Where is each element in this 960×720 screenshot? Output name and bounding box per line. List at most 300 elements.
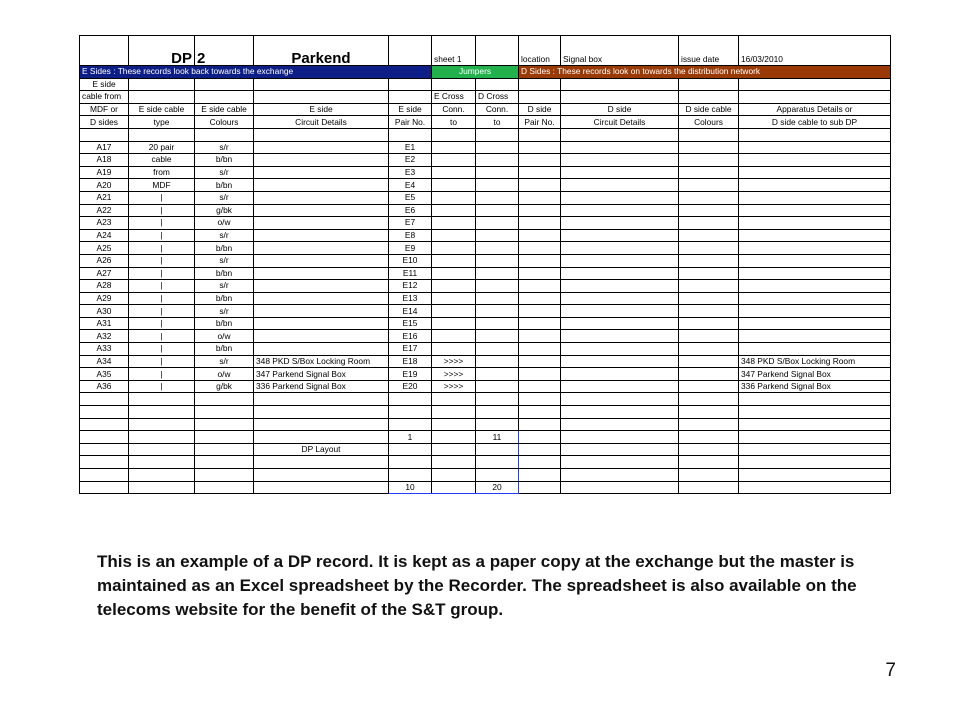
circuit-cell: 348 PKD S/Box Locking Room bbox=[254, 355, 389, 368]
circuit-cell: 336 Parkend Signal Box bbox=[254, 380, 389, 393]
cable-type-cell: cable bbox=[129, 154, 195, 167]
table-row bbox=[80, 330, 891, 343]
cell bbox=[254, 481, 389, 494]
pair-cell: E13 bbox=[389, 292, 432, 305]
d-circuit-cell bbox=[739, 166, 891, 179]
title-row bbox=[80, 36, 891, 66]
cell bbox=[679, 368, 739, 381]
cell bbox=[561, 191, 679, 204]
mdf-cell: A36 bbox=[80, 380, 129, 393]
d-circuit-cell bbox=[739, 343, 891, 356]
header-cell: D Cross bbox=[476, 91, 519, 104]
e-side-band: E Sides : These records look back towards the exchange bbox=[80, 66, 432, 79]
cell bbox=[739, 481, 891, 494]
cell bbox=[389, 406, 432, 419]
mdf-cell: A24 bbox=[80, 229, 129, 242]
cell bbox=[476, 317, 519, 330]
table-row bbox=[80, 443, 891, 456]
cell bbox=[195, 481, 254, 494]
cell bbox=[476, 456, 519, 469]
mdf-cell: A18 bbox=[80, 154, 129, 167]
e-conn-cell bbox=[432, 204, 476, 217]
e-conn-cell bbox=[432, 217, 476, 230]
place-name: Parkend bbox=[254, 36, 389, 66]
cable-type-cell: | bbox=[129, 204, 195, 217]
cell bbox=[561, 317, 679, 330]
cell bbox=[476, 166, 519, 179]
table-row bbox=[80, 368, 891, 381]
e-conn-cell bbox=[432, 166, 476, 179]
cell bbox=[195, 418, 254, 431]
pair-cell: E3 bbox=[389, 166, 432, 179]
dp-number: 2 bbox=[195, 36, 254, 66]
table-row bbox=[80, 217, 891, 230]
table-row bbox=[80, 355, 891, 368]
cable-type-cell: | bbox=[129, 229, 195, 242]
colour-cell: s/r bbox=[195, 166, 254, 179]
cable-type-cell: | bbox=[129, 280, 195, 293]
cell bbox=[476, 393, 519, 406]
table-row bbox=[80, 456, 891, 469]
cell bbox=[561, 154, 679, 167]
cell bbox=[679, 141, 739, 154]
header-cell: E side cable bbox=[195, 103, 254, 116]
e-conn-cell bbox=[432, 179, 476, 192]
e-conn-cell bbox=[432, 343, 476, 356]
table-row bbox=[80, 317, 891, 330]
e-conn-cell bbox=[432, 154, 476, 167]
cell bbox=[80, 469, 129, 482]
colour-cell: s/r bbox=[195, 191, 254, 204]
cell bbox=[80, 36, 129, 66]
circuit-cell bbox=[254, 191, 389, 204]
cell bbox=[561, 217, 679, 230]
cell bbox=[476, 292, 519, 305]
cell bbox=[519, 154, 561, 167]
header-cell: Pair No. bbox=[389, 116, 432, 129]
cell bbox=[129, 406, 195, 419]
cell bbox=[476, 368, 519, 381]
cell bbox=[80, 443, 129, 456]
cell bbox=[80, 431, 129, 444]
cell bbox=[254, 469, 389, 482]
cell bbox=[80, 393, 129, 406]
cell bbox=[561, 355, 679, 368]
mdf-cell: A25 bbox=[80, 242, 129, 255]
circuit-cell bbox=[254, 330, 389, 343]
cell bbox=[519, 229, 561, 242]
colour-cell: o/w bbox=[195, 368, 254, 381]
cell bbox=[476, 330, 519, 343]
cell bbox=[476, 267, 519, 280]
band-row bbox=[80, 66, 891, 79]
circuit-cell bbox=[254, 305, 389, 318]
header-cell: D side cable bbox=[679, 103, 739, 116]
mdf-cell: A17 bbox=[80, 141, 129, 154]
mdf-cell: A29 bbox=[80, 292, 129, 305]
cell bbox=[739, 431, 891, 444]
e-conn-cell: >>>> bbox=[432, 380, 476, 393]
d-circuit-cell: 348 PKD S/Box Locking Room bbox=[739, 355, 891, 368]
d-circuit-cell: 347 Parkend Signal Box bbox=[739, 368, 891, 381]
circuit-cell bbox=[254, 343, 389, 356]
cell bbox=[519, 191, 561, 204]
mdf-cell: A33 bbox=[80, 343, 129, 356]
e-conn-cell bbox=[432, 254, 476, 267]
cell bbox=[432, 443, 476, 456]
cell bbox=[561, 406, 679, 419]
cell bbox=[254, 406, 389, 419]
cell bbox=[476, 469, 519, 482]
cell bbox=[389, 469, 432, 482]
cell bbox=[679, 166, 739, 179]
cell bbox=[739, 393, 891, 406]
d-circuit-cell bbox=[739, 267, 891, 280]
table-row bbox=[80, 469, 891, 482]
pair-cell: E10 bbox=[389, 254, 432, 267]
cell bbox=[432, 456, 476, 469]
cell bbox=[432, 481, 476, 494]
dp-layout-title: DP Layout bbox=[254, 443, 389, 456]
cell bbox=[739, 469, 891, 482]
cell bbox=[519, 242, 561, 255]
d-side-band: D Sides : These records look on towards the distribution network bbox=[519, 66, 891, 79]
colour-cell: s/r bbox=[195, 280, 254, 293]
cell bbox=[476, 191, 519, 204]
cell bbox=[679, 343, 739, 356]
cell bbox=[561, 431, 679, 444]
table-row bbox=[80, 393, 891, 406]
cell bbox=[679, 330, 739, 343]
pair-cell: E4 bbox=[389, 179, 432, 192]
cell bbox=[432, 469, 476, 482]
d-circuit-cell bbox=[739, 141, 891, 154]
cell bbox=[389, 418, 432, 431]
cell bbox=[679, 305, 739, 318]
cell bbox=[679, 254, 739, 267]
cell bbox=[519, 368, 561, 381]
cell bbox=[432, 393, 476, 406]
d-circuit-cell bbox=[739, 191, 891, 204]
cell bbox=[561, 141, 679, 154]
mdf-cell: A23 bbox=[80, 217, 129, 230]
cell bbox=[476, 254, 519, 267]
cell bbox=[195, 431, 254, 444]
cell bbox=[561, 254, 679, 267]
e-conn-cell bbox=[432, 267, 476, 280]
cell bbox=[561, 380, 679, 393]
cable-type-cell: from bbox=[129, 166, 195, 179]
page-number: 7 bbox=[885, 660, 896, 681]
cell bbox=[679, 380, 739, 393]
colour-cell: s/r bbox=[195, 355, 254, 368]
cell bbox=[519, 141, 561, 154]
cell bbox=[561, 469, 679, 482]
cell bbox=[561, 267, 679, 280]
cell bbox=[739, 456, 891, 469]
cell bbox=[679, 267, 739, 280]
cell bbox=[561, 368, 679, 381]
cable-type-cell: | bbox=[129, 242, 195, 255]
pair-cell: E20 bbox=[389, 380, 432, 393]
table-row bbox=[80, 292, 891, 305]
cell bbox=[80, 456, 129, 469]
cell bbox=[739, 418, 891, 431]
layout-bottom-right: 20 bbox=[476, 481, 519, 494]
header-cell: Apparatus Details or bbox=[739, 103, 891, 116]
cell bbox=[519, 280, 561, 293]
cell bbox=[519, 204, 561, 217]
e-conn-cell bbox=[432, 305, 476, 318]
e-conn-cell bbox=[432, 242, 476, 255]
circuit-cell bbox=[254, 317, 389, 330]
table-row bbox=[80, 254, 891, 267]
cell bbox=[561, 292, 679, 305]
cable-type-cell: | bbox=[129, 191, 195, 204]
cell bbox=[679, 179, 739, 192]
table-row bbox=[80, 431, 891, 444]
header-cell: D sides bbox=[80, 116, 129, 129]
cell bbox=[519, 343, 561, 356]
cable-type-cell: | bbox=[129, 292, 195, 305]
cell bbox=[519, 469, 561, 482]
layout-bottom-left: 10 bbox=[389, 481, 432, 494]
cell bbox=[561, 343, 679, 356]
cell bbox=[519, 355, 561, 368]
mdf-cell: A20 bbox=[80, 179, 129, 192]
cell bbox=[561, 204, 679, 217]
cell bbox=[519, 317, 561, 330]
d-circuit-cell bbox=[739, 280, 891, 293]
cable-type-cell: | bbox=[129, 267, 195, 280]
dp-record-spreadsheet bbox=[79, 35, 891, 494]
colour-cell: b/bn bbox=[195, 317, 254, 330]
header-cell: Conn. bbox=[432, 103, 476, 116]
e-conn-cell bbox=[432, 229, 476, 242]
pair-cell: E9 bbox=[389, 242, 432, 255]
issue-date-value: 16/03/2010 bbox=[739, 36, 891, 66]
cell bbox=[679, 242, 739, 255]
cable-type-cell: | bbox=[129, 343, 195, 356]
cell bbox=[519, 456, 561, 469]
table-row bbox=[80, 267, 891, 280]
cell bbox=[129, 393, 195, 406]
cell bbox=[195, 393, 254, 406]
cell bbox=[561, 280, 679, 293]
cable-type-cell: | bbox=[129, 305, 195, 318]
header-cell: E side bbox=[254, 103, 389, 116]
colour-cell: g/bk bbox=[195, 204, 254, 217]
cell bbox=[389, 456, 432, 469]
header-cell: Colours bbox=[679, 116, 739, 129]
cell bbox=[254, 418, 389, 431]
cell bbox=[679, 355, 739, 368]
table-row bbox=[80, 141, 891, 154]
cell bbox=[561, 242, 679, 255]
colour-cell: o/w bbox=[195, 330, 254, 343]
table-row bbox=[80, 380, 891, 393]
cell bbox=[561, 229, 679, 242]
colour-cell: b/bn bbox=[195, 154, 254, 167]
pair-cell: E16 bbox=[389, 330, 432, 343]
cell bbox=[561, 393, 679, 406]
cell bbox=[679, 229, 739, 242]
colour-cell: s/r bbox=[195, 305, 254, 318]
e-conn-cell bbox=[432, 330, 476, 343]
dp-label: DP bbox=[129, 36, 195, 66]
circuit-cell bbox=[254, 204, 389, 217]
cell bbox=[476, 355, 519, 368]
cell bbox=[476, 204, 519, 217]
mdf-cell: A35 bbox=[80, 368, 129, 381]
cell bbox=[739, 406, 891, 419]
circuit-cell bbox=[254, 141, 389, 154]
mdf-cell: A31 bbox=[80, 317, 129, 330]
cell bbox=[432, 431, 476, 444]
cell bbox=[254, 456, 389, 469]
cell bbox=[80, 418, 129, 431]
header-cell: MDF or bbox=[80, 103, 129, 116]
cell bbox=[476, 179, 519, 192]
cell bbox=[519, 431, 561, 444]
cell bbox=[679, 469, 739, 482]
pair-cell: E2 bbox=[389, 154, 432, 167]
cell bbox=[476, 242, 519, 255]
cell bbox=[519, 330, 561, 343]
table-row bbox=[80, 343, 891, 356]
cell bbox=[519, 418, 561, 431]
cell bbox=[476, 418, 519, 431]
layout-top-left: 1 bbox=[389, 431, 432, 444]
circuit-cell bbox=[254, 229, 389, 242]
cell bbox=[129, 418, 195, 431]
location-value: Signal box bbox=[561, 36, 679, 66]
cell bbox=[679, 280, 739, 293]
header-row-3 bbox=[80, 103, 891, 116]
d-circuit-cell: 336 Parkend Signal Box bbox=[739, 380, 891, 393]
cell bbox=[679, 292, 739, 305]
e-conn-cell bbox=[432, 292, 476, 305]
e-conn-cell: >>>> bbox=[432, 355, 476, 368]
cell bbox=[476, 141, 519, 154]
table-row bbox=[80, 179, 891, 192]
mdf-cell: A28 bbox=[80, 280, 129, 293]
d-circuit-cell bbox=[739, 242, 891, 255]
cell bbox=[679, 418, 739, 431]
pair-cell: E6 bbox=[389, 204, 432, 217]
d-circuit-cell bbox=[739, 179, 891, 192]
cell bbox=[80, 481, 129, 494]
cell bbox=[129, 481, 195, 494]
e-conn-cell bbox=[432, 317, 476, 330]
circuit-cell bbox=[254, 217, 389, 230]
cell bbox=[432, 406, 476, 419]
cell bbox=[561, 443, 679, 456]
circuit-cell: 347 Parkend Signal Box bbox=[254, 368, 389, 381]
pair-cell: E5 bbox=[389, 191, 432, 204]
cell bbox=[389, 393, 432, 406]
pair-cell: E1 bbox=[389, 141, 432, 154]
header-cell: type bbox=[129, 116, 195, 129]
cell bbox=[679, 217, 739, 230]
cell bbox=[519, 305, 561, 318]
header-cell: E side cable bbox=[129, 103, 195, 116]
circuit-cell bbox=[254, 267, 389, 280]
table-row bbox=[80, 481, 891, 494]
header-cell: D side cable to sub DP bbox=[739, 116, 891, 129]
colour-cell: b/bn bbox=[195, 242, 254, 255]
colour-cell: o/w bbox=[195, 217, 254, 230]
table-row bbox=[80, 191, 891, 204]
sheet-label: sheet 1 bbox=[432, 36, 476, 66]
cell bbox=[679, 481, 739, 494]
cable-type-cell: | bbox=[129, 254, 195, 267]
layout-top-right: 11 bbox=[476, 431, 519, 444]
header-cell: Colours bbox=[195, 116, 254, 129]
mdf-cell: A21 bbox=[80, 191, 129, 204]
cell bbox=[254, 431, 389, 444]
pair-cell: E18 bbox=[389, 355, 432, 368]
cell bbox=[739, 443, 891, 456]
header-cell: E side bbox=[389, 103, 432, 116]
colour-cell: b/bn bbox=[195, 343, 254, 356]
cell bbox=[476, 380, 519, 393]
table-row bbox=[80, 418, 891, 431]
pair-cell: E17 bbox=[389, 343, 432, 356]
cell bbox=[679, 204, 739, 217]
cell bbox=[432, 418, 476, 431]
d-circuit-cell bbox=[739, 292, 891, 305]
pair-cell: E14 bbox=[389, 305, 432, 318]
header-cell: to bbox=[476, 116, 519, 129]
d-circuit-cell bbox=[739, 330, 891, 343]
colour-cell: b/bn bbox=[195, 292, 254, 305]
d-circuit-cell bbox=[739, 305, 891, 318]
cell bbox=[519, 380, 561, 393]
header-cell: Pair No. bbox=[519, 116, 561, 129]
circuit-cell bbox=[254, 292, 389, 305]
cell bbox=[476, 217, 519, 230]
circuit-cell bbox=[254, 242, 389, 255]
cell bbox=[519, 292, 561, 305]
cell bbox=[679, 443, 739, 456]
header-cell: E Cross bbox=[432, 91, 476, 104]
d-circuit-cell bbox=[739, 229, 891, 242]
cell bbox=[129, 469, 195, 482]
cell bbox=[679, 431, 739, 444]
e-conn-cell bbox=[432, 141, 476, 154]
caption-text: This is an example of a DP record. It is kept as a paper copy at the exchange but the master is maintained as an Excel spreadsheet by the Recorder. The spreadsheet is also available on the telecoms website for the benefit of the S&T group. bbox=[97, 552, 857, 619]
mdf-cell: A34 bbox=[80, 355, 129, 368]
cell bbox=[476, 229, 519, 242]
cell bbox=[679, 317, 739, 330]
e-conn-cell bbox=[432, 280, 476, 293]
pair-cell: E19 bbox=[389, 368, 432, 381]
cell bbox=[476, 406, 519, 419]
d-circuit-cell bbox=[739, 204, 891, 217]
header-cell: Conn. bbox=[476, 103, 519, 116]
blank-row bbox=[80, 128, 891, 141]
d-circuit-cell bbox=[739, 254, 891, 267]
colour-cell: b/bn bbox=[195, 267, 254, 280]
header-cell: Circuit Details bbox=[561, 116, 679, 129]
cell bbox=[476, 36, 519, 66]
pair-cell: E15 bbox=[389, 317, 432, 330]
cell bbox=[476, 443, 519, 456]
mdf-cell: A27 bbox=[80, 267, 129, 280]
cell bbox=[561, 481, 679, 494]
cell bbox=[561, 456, 679, 469]
